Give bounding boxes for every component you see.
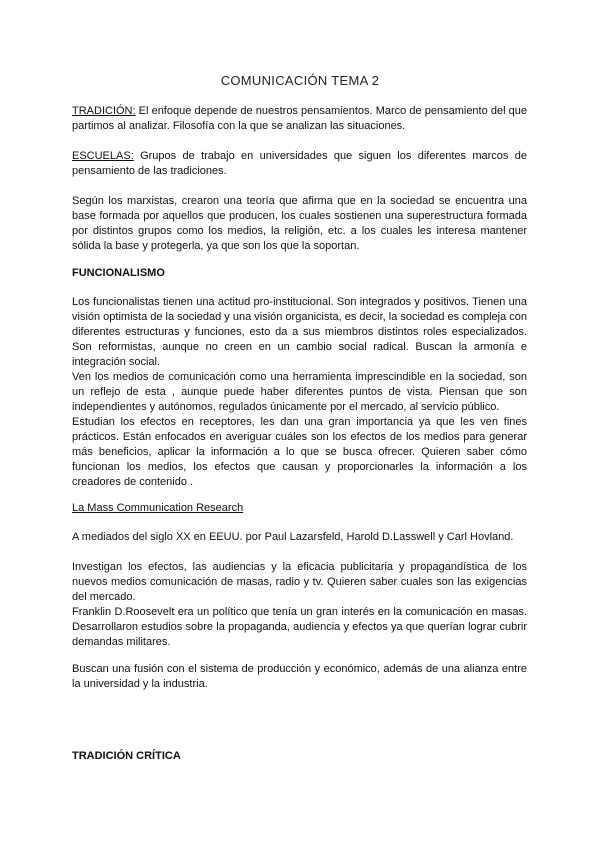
escuelas-text: Grupos de trabajo en universidades que siguen los diferentes marcos de pensamiento de las tradiciones. [72, 150, 527, 177]
mass-communication-heading: La Mass Communication Research [72, 502, 244, 514]
tradicion-label: TRADICIÓN: [72, 105, 136, 117]
document-title: COMUNICACIÓN TEMA 2 [220, 73, 380, 88]
mass-p4: Buscan una fusión con el sistema de producción y económico, además de una alianza entre la universidad y la industria. [72, 663, 527, 690]
tradicion-critica-heading: TRADICIÓN CRÍTICA [72, 750, 181, 762]
mass-p3: Franklin D.Roosevelt era un político que tenía un gran interés en la comunicación en masas. Desarrollaron estudios sobre la propaganda, audiencia y efectos ya que querían lograr cubrir demandas militares. [72, 606, 527, 648]
funcionalismo-p2: Ven los medios de comunicación como una herramienta imprescindible en la sociedad, son un reflejo de esta , aunque puede haber diferentes puntos de vista. Piensan que son independientes y autónomos, regulados únicamente por el mercado, al servicio público. [72, 371, 527, 413]
escuelas-label: ESCUELAS: [72, 150, 134, 162]
funcionalismo-p3: Estudian los efectos en receptores, les dan una gran importancia ya que les ven fines prácticos. Están enfocados en averiguar cuáles son los efectos de los medios para generar más beneficios, aplicar la información a lo que se busca ofrecer. Quieren saber cómo funcionan los medios, los efectos que causan y proporcionarles la información a los creadores de contenido . [72, 416, 527, 488]
marxistas-paragraph: Según los marxistas, crearon una teoría que afirma que en la sociedad se encuentra una base formada por aquellos que producen, los cuales sostienen una superestructura formada por distintos grupos como los medios, la religión, etc. a los cuales les interesa mantener sólida la base y protegerla, ya que son los que la soportan. [72, 195, 527, 252]
funcionalismo-heading: FUNCIONALISMO [72, 267, 165, 279]
mass-p2: Investigan los efectos, las audiencias y la eficacia publicitaria y propagandística de los nuevos medios comunicación de masas, radio y tv. Quieren saber cuales son las exigencias del mercado. [72, 561, 527, 603]
funcionalismo-body [72, 295, 527, 490]
funcionalismo-p1: Los funcionalistas tienen una actitud pro-institucional. Son integrados y positivos. Tienen una visión optimista de la sociedad y una visión organicista, es decir, la sociedad es compleja con diferentes estructuras y funciones, esto da a sus miembros distintos roles especializados. Son reformistas, aunque no creen en un cambio social radical. Buscan la armonía e integración social. [72, 296, 527, 368]
escuelas-paragraph [72, 149, 527, 179]
tradicion-paragraph [72, 104, 527, 134]
mass-p1: A mediados del siglo XX en EEUU. por Paul Lazarsfeld, Harold D.Lasswell y Carl Hovland. [72, 531, 514, 543]
tradicion-text: El enfoque depende de nuestros pensamientos. Marco de pensamiento del que partimos al analizar. Filosofía con la que se analizan las situaciones. [72, 105, 527, 132]
mass-body [72, 560, 527, 650]
